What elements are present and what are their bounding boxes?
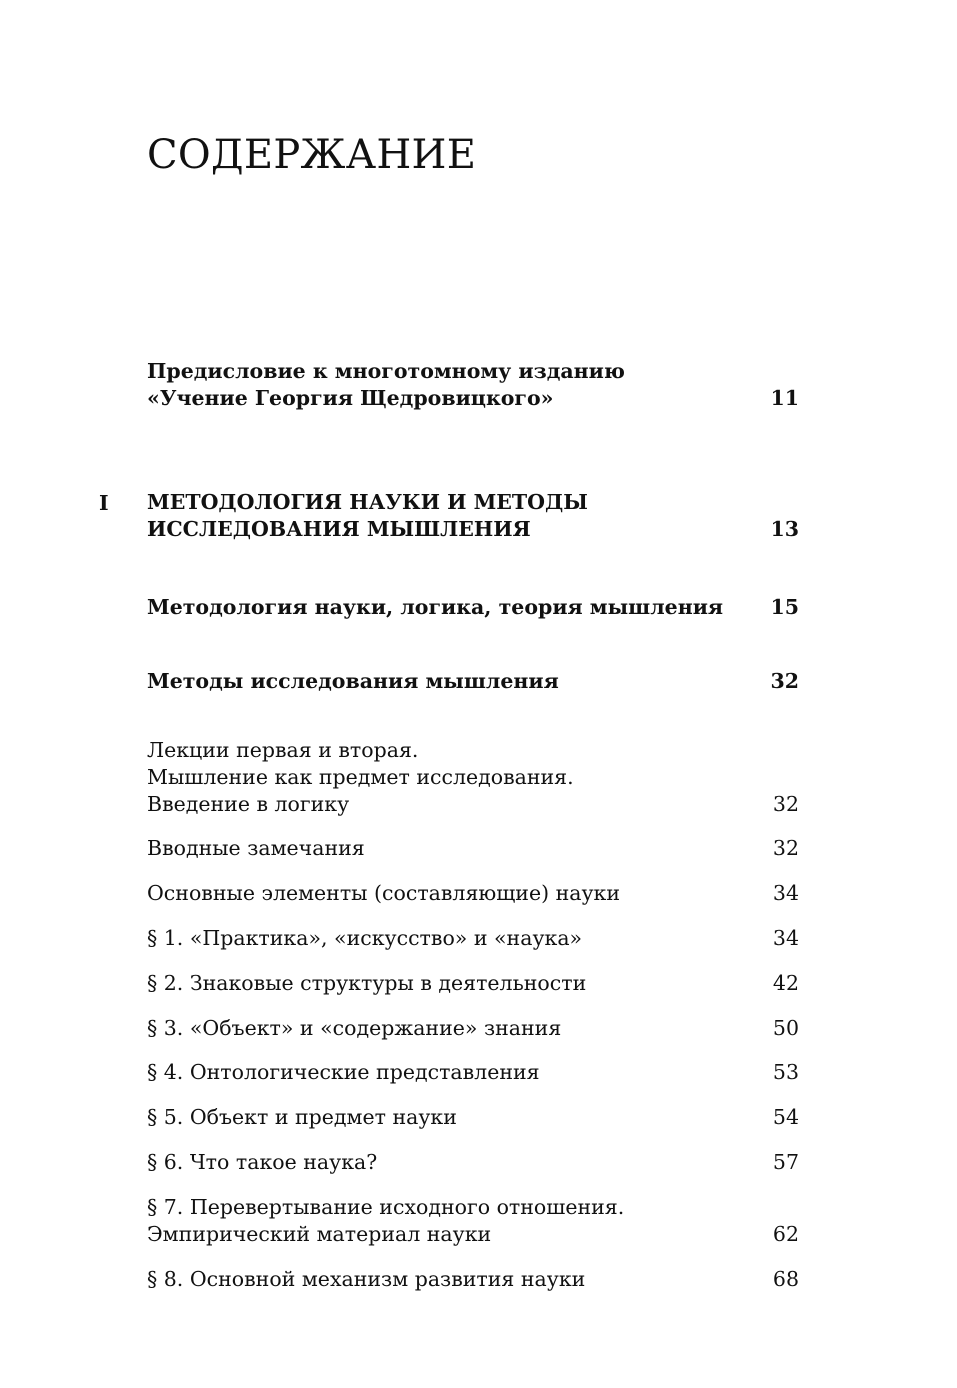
toc-page-number: 32 [770, 669, 799, 693]
toc-entry-title-line: § 8. Основной механизм развития науки [147, 1267, 586, 1291]
toc-page-number: 57 [772, 1150, 799, 1174]
toc-entry[interactable] [147, 1194, 799, 1248]
toc-entry[interactable] [147, 737, 799, 818]
toc-entry-title [147, 880, 737, 907]
toc-entry-title [147, 1059, 737, 1086]
toc-entry-title-line: Методы исследования мышления [147, 669, 559, 693]
toc-page-number: 11 [770, 386, 799, 410]
toc-entry-title [147, 1104, 737, 1131]
toc-entry-title [147, 489, 737, 543]
toc-page-number: 62 [772, 1222, 799, 1246]
toc-entry[interactable] [147, 1149, 799, 1176]
toc-entry-title-line: Вводные замечания [147, 836, 365, 860]
toc-page-number: 50 [772, 1016, 799, 1040]
toc-entry-title [147, 594, 737, 621]
toc-entry[interactable] [147, 1104, 799, 1131]
toc-entry[interactable] [147, 970, 799, 997]
toc-entry-title [147, 358, 737, 412]
toc-entry-title-line: § 3. «Объект» и «содержание» знания [147, 1016, 562, 1040]
toc-entry-title-line: Лекции первая и вторая. [147, 738, 419, 762]
toc-entry[interactable] [147, 1266, 799, 1293]
toc-entry-title-line: ИССЛЕДОВАНИЯ МЫШЛЕНИЯ [147, 517, 531, 541]
toc-entry[interactable] [147, 668, 799, 695]
toc-entry-title-line: § 5. Объект и предмет науки [147, 1105, 457, 1129]
toc-entry-title [147, 925, 737, 952]
toc-page-number: 54 [772, 1105, 799, 1129]
toc-entry-title [147, 970, 737, 997]
toc-entry-title [147, 1149, 737, 1176]
toc-entry-title-line: «Учение Георгия Щедровицкого» [147, 386, 554, 410]
toc-entry[interactable] [147, 1015, 799, 1042]
toc-page-number: 34 [772, 881, 799, 905]
toc-entry-title-line: Методология науки, логика, теория мышления [147, 595, 724, 619]
toc-entry-title-line: § 1. «Практика», «искусство» и «наука» [147, 926, 583, 950]
toc-page-number: 68 [772, 1267, 799, 1291]
toc-entry-title [147, 668, 737, 695]
toc-entry-preface[interactable] [147, 358, 799, 412]
toc-entry[interactable] [147, 835, 799, 862]
toc-entry-title [147, 835, 737, 862]
toc-entry-title-line: Введение в логику [147, 792, 350, 816]
toc-entry-title-line: МЕТОДОЛОГИЯ НАУКИ И МЕТОДЫ [147, 490, 588, 514]
toc-entry-title-line: § 7. Перевертывание исходного отношения. [147, 1195, 625, 1219]
toc-page-number: 15 [770, 595, 799, 619]
toc-entry-title [147, 1266, 737, 1293]
toc-page-number: 32 [772, 792, 799, 816]
toc-entry-title-line: Эмпирический материал науки [147, 1222, 492, 1246]
toc-entry-title-line: § 6. Что такое наука? [147, 1150, 378, 1174]
toc-page-number: 13 [770, 517, 799, 541]
toc-page-number: 53 [772, 1060, 799, 1084]
toc-page-number: 34 [772, 926, 799, 950]
toc-entry-part-1[interactable] [147, 489, 799, 543]
toc-entry[interactable] [147, 925, 799, 952]
toc-entry-title [147, 1194, 737, 1248]
toc-entry[interactable] [147, 594, 799, 621]
toc-entry-title-line: § 4. Онтологические представления [147, 1060, 540, 1084]
toc-page-number: 32 [772, 836, 799, 860]
toc-entry-title [147, 1015, 737, 1042]
toc-entry-title [147, 737, 737, 818]
toc-entry-title-line: Основные элементы (составляющие) науки [147, 881, 621, 905]
toc-entry-title-line: § 2. Знаковые структуры в деятельности [147, 971, 587, 995]
toc-entry[interactable] [147, 1059, 799, 1086]
toc-entry-title-line: Мышление как предмет исследования. [147, 765, 574, 789]
page-title: СОДЕРЖАНИЕ [147, 132, 477, 178]
toc-entry[interactable] [147, 880, 799, 907]
toc-entry-title-line: Предисловие к многотомному изданию [147, 359, 625, 383]
toc-page-number: 42 [772, 971, 799, 995]
part-number: I [99, 491, 109, 515]
